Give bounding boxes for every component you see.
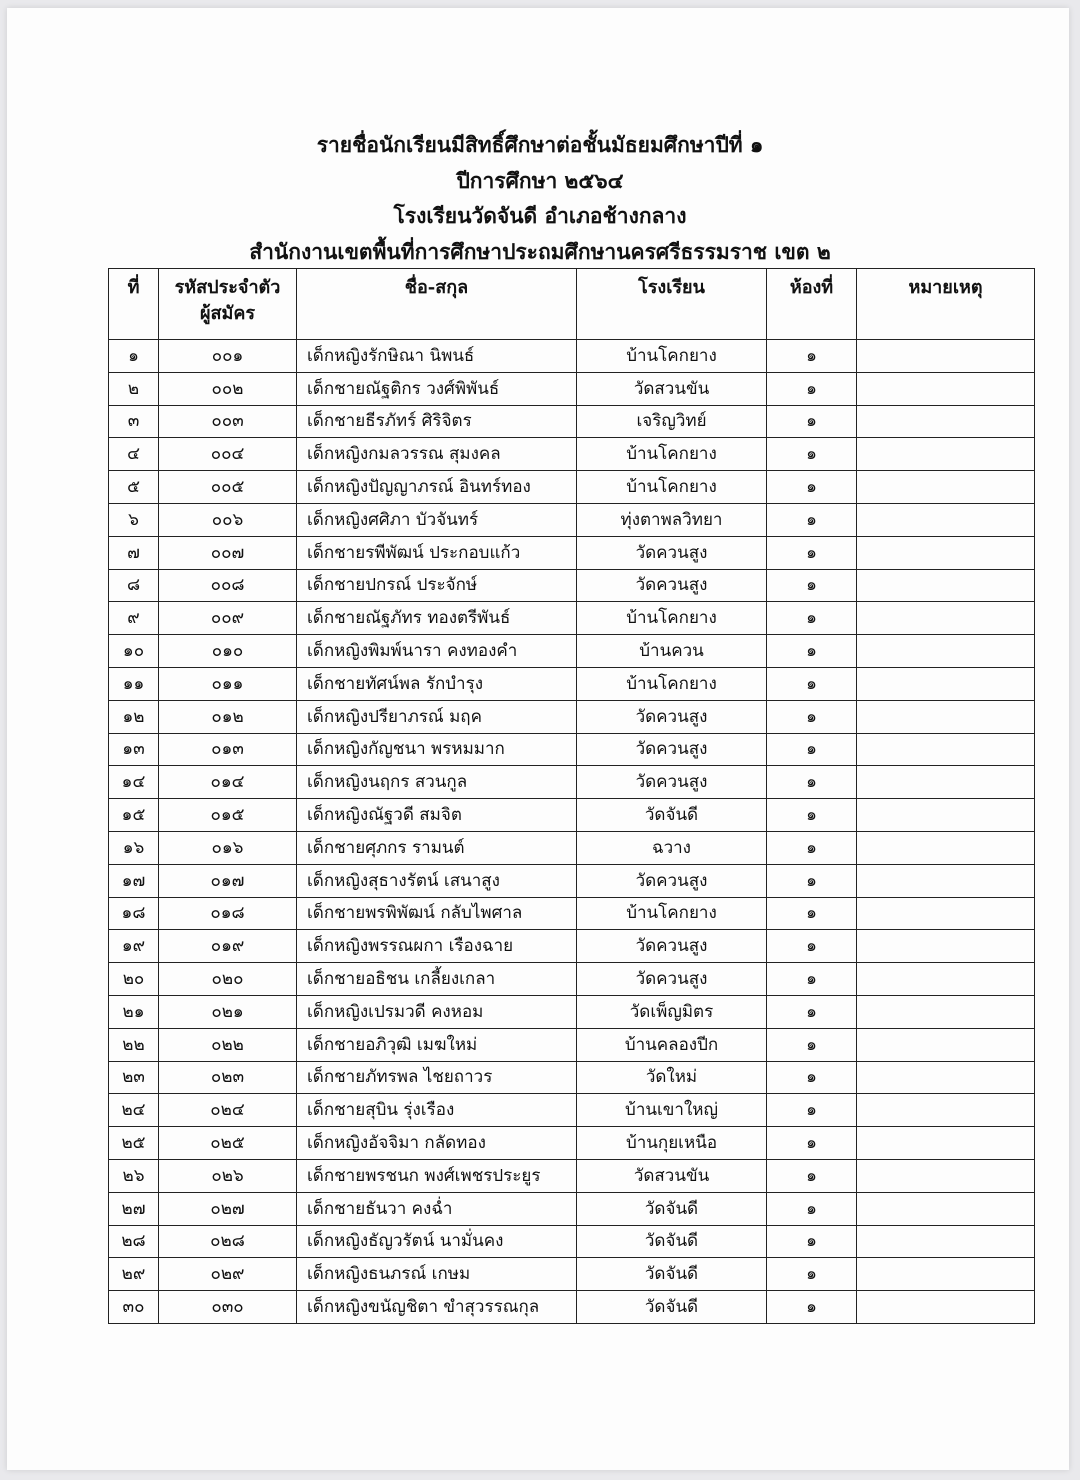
cell-room: ๑: [767, 1094, 857, 1127]
cell-name: เด็กชายธันวา คงฉ่ำ: [297, 1192, 577, 1225]
cell-room: ๑: [767, 831, 857, 864]
cell-room: ๑: [767, 569, 857, 602]
cell-room: ๑: [767, 995, 857, 1028]
cell-applicant-id: ๐๒๖: [159, 1159, 297, 1192]
table-row: [109, 995, 1035, 1028]
cell-room: ๑: [767, 766, 857, 799]
cell-applicant-id: ๐๒๙: [159, 1258, 297, 1291]
cell-remark: [857, 963, 1035, 996]
cell-name: เด็กชายพรชนก พงศ์เพชรประยูร: [297, 1159, 577, 1192]
cell-no: ๒๑: [109, 995, 159, 1028]
cell-room: ๑: [767, 930, 857, 963]
cell-room: ๑: [767, 1225, 857, 1258]
cell-applicant-id: ๐๐๖: [159, 503, 297, 536]
cell-remark: [857, 503, 1035, 536]
cell-no: ๑๑: [109, 667, 159, 700]
cell-applicant-id: ๐๑๖: [159, 831, 297, 864]
cell-applicant-id: ๐๑๑: [159, 667, 297, 700]
cell-remark: [857, 1061, 1035, 1094]
table-row: [109, 831, 1035, 864]
cell-no: ๗: [109, 536, 159, 569]
cell-name: เด็กชายสุบิน รุ่งเรือง: [297, 1094, 577, 1127]
cell-applicant-id: ๐๒๔: [159, 1094, 297, 1127]
cell-school: วัดเพ็ญมิตร: [577, 995, 767, 1028]
cell-school: วัดจันดี: [577, 799, 767, 832]
cell-room: ๑: [767, 602, 857, 635]
table-row: [109, 733, 1035, 766]
cell-remark: [857, 864, 1035, 897]
table-row: [109, 569, 1035, 602]
cell-no: ๒๐: [109, 963, 159, 996]
cell-applicant-id: ๐๐๓: [159, 405, 297, 438]
cell-name: เด็กหญิงกมลวรรณ สุมงคล: [297, 438, 577, 471]
cell-school: วัดควนสูง: [577, 864, 767, 897]
cell-applicant-id: ๐๑๐: [159, 635, 297, 668]
column-header-remark: หมายเหตุ: [857, 269, 1035, 340]
column-header-applicant-id-line2: ผู้สมัคร: [199, 303, 256, 324]
cell-room: ๑: [767, 405, 857, 438]
cell-no: ๒๗: [109, 1192, 159, 1225]
cell-name: เด็กชายภัทรพล ไชยถาวร: [297, 1061, 577, 1094]
cell-no: ๒๘: [109, 1225, 159, 1258]
cell-name: เด็กหญิงปัญญาภรณ์ อินทร์ทอง: [297, 471, 577, 504]
cell-applicant-id: ๐๐๘: [159, 569, 297, 602]
cell-room: ๑: [767, 667, 857, 700]
cell-applicant-id: ๐๐๒: [159, 372, 297, 405]
cell-no: ๓๐: [109, 1291, 159, 1324]
cell-name: เด็กหญิงณัฐวดี สมจิต: [297, 799, 577, 832]
cell-no: ๒: [109, 372, 159, 405]
cell-no: ๘: [109, 569, 159, 602]
table-row: [109, 897, 1035, 930]
table-row: [109, 1225, 1035, 1258]
table-row: [109, 930, 1035, 963]
cell-remark: [857, 1028, 1035, 1061]
cell-applicant-id: ๐๑๔: [159, 766, 297, 799]
cell-remark: [857, 405, 1035, 438]
cell-remark: [857, 1192, 1035, 1225]
cell-school: วัดควนสูง: [577, 963, 767, 996]
cell-name: เด็กชายณัฐภัทร ทองตรีพันธ์: [297, 602, 577, 635]
title-line-1: รายชื่อนักเรียนมีสิทธิ์ศึกษาต่อชั้นมัธยมศึกษาปีที่ ๑: [316, 132, 764, 157]
table-row: [109, 963, 1035, 996]
cell-applicant-id: ๐๐๔: [159, 438, 297, 471]
cell-school: วัดควนสูง: [577, 569, 767, 602]
cell-applicant-id: ๐๑๙: [159, 930, 297, 963]
table-row: [109, 635, 1035, 668]
cell-no: ๔: [109, 438, 159, 471]
cell-name: เด็กชายศุภกร รามนต์: [297, 831, 577, 864]
cell-no: ๑๐: [109, 635, 159, 668]
title-line-3: โรงเรียนวัดจันดี อำเภอช้างกลาง: [393, 203, 687, 228]
table-row: [109, 1094, 1035, 1127]
cell-no: ๒๖: [109, 1159, 159, 1192]
cell-name: เด็กหญิงพิมพ์นารา คงทองคำ: [297, 635, 577, 668]
cell-no: ๒๓: [109, 1061, 159, 1094]
cell-name: เด็กหญิงสุธางรัตน์ เสนาสูง: [297, 864, 577, 897]
column-header-name: ชื่อ-สกุล: [297, 269, 577, 340]
cell-remark: [857, 1127, 1035, 1160]
cell-school: บ้านโคกยาง: [577, 471, 767, 504]
cell-room: ๑: [767, 340, 857, 373]
cell-name: เด็กหญิงธนภรณ์ เกษม: [297, 1258, 577, 1291]
table-row: [109, 1192, 1035, 1225]
cell-no: ๑๗: [109, 864, 159, 897]
cell-no: ๑๘: [109, 897, 159, 930]
student-list-table: [108, 268, 1035, 1324]
cell-school: บ้านคลองปีก: [577, 1028, 767, 1061]
cell-name: เด็กชายอภิวุฒิ เมฆใหม่: [297, 1028, 577, 1061]
cell-room: ๑: [767, 372, 857, 405]
table-row: [109, 766, 1035, 799]
cell-no: ๑๖: [109, 831, 159, 864]
table-row: [109, 799, 1035, 832]
cell-remark: [857, 569, 1035, 602]
cell-school: บ้านควน: [577, 635, 767, 668]
table-row: [109, 1028, 1035, 1061]
cell-applicant-id: ๐๒๐: [159, 963, 297, 996]
cell-school: เจริญวิทย์: [577, 405, 767, 438]
cell-room: ๑: [767, 1258, 857, 1291]
cell-name: เด็กหญิงศศิภา บัวจันทร์: [297, 503, 577, 536]
cell-remark: [857, 733, 1035, 766]
column-header-applicant-id: [159, 269, 297, 340]
cell-applicant-id: ๐๑๕: [159, 799, 297, 832]
cell-school: วัดสวนขัน: [577, 1159, 767, 1192]
cell-remark: [857, 995, 1035, 1028]
cell-applicant-id: ๐๒๕: [159, 1127, 297, 1160]
table-row: [109, 864, 1035, 897]
cell-remark: [857, 1225, 1035, 1258]
table-row: [109, 1258, 1035, 1291]
cell-name: เด็กชายรพีพัฒน์ ประกอบแก้ว: [297, 536, 577, 569]
cell-remark: [857, 602, 1035, 635]
cell-remark: [857, 635, 1035, 668]
cell-remark: [857, 340, 1035, 373]
cell-name: เด็กหญิงธัญวรัตน์ นามั่นคง: [297, 1225, 577, 1258]
cell-name: เด็กหญิงอัจจิมา กลัดทอง: [297, 1127, 577, 1160]
cell-room: ๑: [767, 503, 857, 536]
cell-no: ๕: [109, 471, 159, 504]
cell-no: ๓: [109, 405, 159, 438]
table-row: [109, 372, 1035, 405]
cell-name: เด็กหญิงรักษิณา นิพนธ์: [297, 340, 577, 373]
cell-room: ๑: [767, 471, 857, 504]
cell-school: วัดควนสูง: [577, 766, 767, 799]
cell-remark: [857, 372, 1035, 405]
table-row: [109, 602, 1035, 635]
cell-remark: [857, 700, 1035, 733]
table-row: [109, 1061, 1035, 1094]
cell-no: ๒๔: [109, 1094, 159, 1127]
table-row: [109, 700, 1035, 733]
cell-remark: [857, 930, 1035, 963]
cell-applicant-id: ๐๒๒: [159, 1028, 297, 1061]
cell-room: ๑: [767, 635, 857, 668]
cell-remark: [857, 1159, 1035, 1192]
cell-school: บ้านเขาใหญ่: [577, 1094, 767, 1127]
cell-school: บ้านโคกยาง: [577, 438, 767, 471]
cell-school: วัดสวนขัน: [577, 372, 767, 405]
cell-applicant-id: ๐๐๗: [159, 536, 297, 569]
cell-no: ๑๓: [109, 733, 159, 766]
cell-name: เด็กหญิงกัญชนา พรหมมาก: [297, 733, 577, 766]
table-row: [109, 1159, 1035, 1192]
cell-room: ๑: [767, 1291, 857, 1324]
cell-school: วัดควนสูง: [577, 733, 767, 766]
cell-room: ๑: [767, 733, 857, 766]
cell-school: บ้านโคกยาง: [577, 897, 767, 930]
cell-room: ๑: [767, 1159, 857, 1192]
table-header: [109, 269, 1035, 340]
table-row: [109, 1291, 1035, 1324]
cell-name: เด็กหญิงเปรมวดี คงหอม: [297, 995, 577, 1028]
cell-school: วัดจันดี: [577, 1258, 767, 1291]
column-header-no: ที่: [109, 269, 159, 340]
cell-applicant-id: ๐๒๘: [159, 1225, 297, 1258]
table-row: [109, 340, 1035, 373]
cell-no: ๒๒: [109, 1028, 159, 1061]
cell-no: ๑๔: [109, 766, 159, 799]
cell-remark: [857, 536, 1035, 569]
cell-school: บ้านโคกยาง: [577, 602, 767, 635]
cell-applicant-id: ๐๑๓: [159, 733, 297, 766]
cell-name: เด็กหญิงพรรณผกา เรืองฉาย: [297, 930, 577, 963]
cell-applicant-id: ๐๒๗: [159, 1192, 297, 1225]
table-body: [109, 340, 1035, 1324]
cell-no: ๑: [109, 340, 159, 373]
table-row: [109, 1127, 1035, 1160]
column-header-school: โรงเรียน: [577, 269, 767, 340]
table-row: [109, 667, 1035, 700]
cell-school: บ้านโคกยาง: [577, 340, 767, 373]
cell-school: บ้านกุยเหนือ: [577, 1127, 767, 1160]
cell-room: ๑: [767, 1192, 857, 1225]
cell-name: เด็กหญิงปรียาภรณ์ มฤค: [297, 700, 577, 733]
cell-room: ๑: [767, 700, 857, 733]
cell-remark: [857, 1094, 1035, 1127]
table-row: [109, 438, 1035, 471]
cell-applicant-id: ๐๒๓: [159, 1061, 297, 1094]
cell-school: ทุ่งตาพลวิทยา: [577, 503, 767, 536]
cell-remark: [857, 831, 1035, 864]
cell-school: วัดควนสูง: [577, 930, 767, 963]
cell-name: เด็กหญิงขนัญชิตา ขำสุวรรณกุล: [297, 1291, 577, 1324]
cell-no: ๑๒: [109, 700, 159, 733]
cell-name: เด็กชายอธิชน เกลี้ยงเกลา: [297, 963, 577, 996]
cell-remark: [857, 1291, 1035, 1324]
cell-remark: [857, 1258, 1035, 1291]
cell-no: ๑๕: [109, 799, 159, 832]
cell-remark: [857, 471, 1035, 504]
cell-no: ๒๙: [109, 1258, 159, 1291]
cell-school: วัดจันดี: [577, 1192, 767, 1225]
cell-no: ๙: [109, 602, 159, 635]
cell-no: ๑๙: [109, 930, 159, 963]
cell-school: วัดควนสูง: [577, 700, 767, 733]
cell-room: ๑: [767, 1061, 857, 1094]
cell-applicant-id: ๐๒๑: [159, 995, 297, 1028]
cell-room: ๑: [767, 799, 857, 832]
cell-remark: [857, 667, 1035, 700]
cell-school: ฉวาง: [577, 831, 767, 864]
cell-room: ๑: [767, 864, 857, 897]
cell-room: ๑: [767, 536, 857, 569]
cell-name: เด็กชายณัฐติกร วงศ์พิพันธ์: [297, 372, 577, 405]
cell-applicant-id: ๐๑๗: [159, 864, 297, 897]
cell-room: ๑: [767, 1127, 857, 1160]
table-row: [109, 503, 1035, 536]
cell-name: เด็กชายปกรณ์ ประจักษ์: [297, 569, 577, 602]
cell-name: เด็กชายพรพิพัฒน์ กลับไพศาล: [297, 897, 577, 930]
cell-name: เด็กหญิงนฤกร สวนกูล: [297, 766, 577, 799]
cell-room: ๑: [767, 438, 857, 471]
table-row: [109, 536, 1035, 569]
cell-no: ๒๕: [109, 1127, 159, 1160]
table-row: [109, 405, 1035, 438]
cell-school: วัดควนสูง: [577, 536, 767, 569]
cell-school: บ้านโคกยาง: [577, 667, 767, 700]
cell-remark: [857, 766, 1035, 799]
column-header-applicant-id-line1: รหัสประจำตัว: [174, 277, 281, 298]
cell-name: เด็กชายทัศน์พล รักบำรุง: [297, 667, 577, 700]
cell-remark: [857, 438, 1035, 471]
cell-room: ๑: [767, 1028, 857, 1061]
cell-applicant-id: ๐๐๕: [159, 471, 297, 504]
cell-applicant-id: ๐๑๘: [159, 897, 297, 930]
cell-room: ๑: [767, 963, 857, 996]
cell-school: วัดจันดี: [577, 1225, 767, 1258]
cell-applicant-id: ๐๑๒: [159, 700, 297, 733]
cell-school: วัดจันดี: [577, 1291, 767, 1324]
title-line-2: ปีการศึกษา ๒๕๖๔: [456, 168, 624, 193]
title-line-4: สำนักงานเขตพื้นที่การศึกษาประถมศึกษานครศรีธรรมราช เขต ๒: [249, 239, 831, 264]
cell-applicant-id: ๐๓๐: [159, 1291, 297, 1324]
cell-no: ๖: [109, 503, 159, 536]
cell-room: ๑: [767, 897, 857, 930]
table-row: [109, 471, 1035, 504]
column-header-room: ห้องที่: [767, 269, 857, 340]
cell-remark: [857, 897, 1035, 930]
cell-applicant-id: ๐๐๑: [159, 340, 297, 373]
cell-applicant-id: ๐๐๙: [159, 602, 297, 635]
cell-remark: [857, 799, 1035, 832]
cell-school: วัดใหม่: [577, 1061, 767, 1094]
cell-name: เด็กชายธีรภัทร์ ศิริจิตร: [297, 405, 577, 438]
